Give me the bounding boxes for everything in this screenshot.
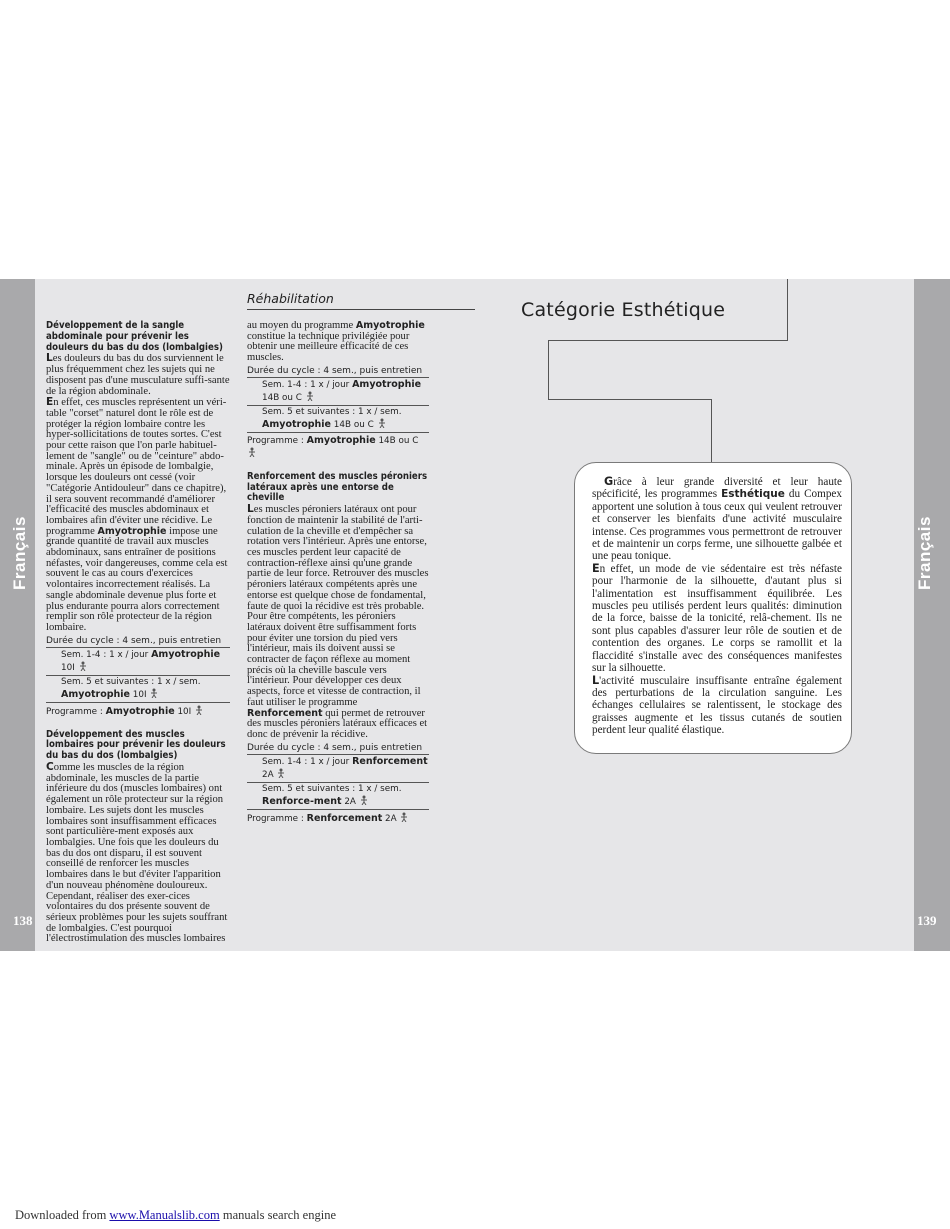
paragraph: Les muscles péroniers latéraux ont pour fonction de maintenir la stabilité de l'arti-culation de la cheville et d'empêcher sa rotation vers l'intérieur. Après une entorse, ces muscles perdent leur capacité de contraction-réflexe ainsi qu'une grande partie de leur force. Retrouver des muscles péroniers latéraux compétents après une entorse est quelque chose de fondamental, faute de quoi la récidive est très probable. Pour être compétents, les péroniers latéraux doivent être suffisamment forts pour éviter une torsion du pied vers l'intérieur, mais ils doivent aussi se contracter de façon réflexe au moment précis où la cheville bascule vers l'intérieur. Pour développer ces deux aspects, force et vitesse de contraction, il faut utiliser le programme Renforcement qui permet de retrouver des muscles péroniers latéraux efficaces et donc de prévenir la récidive. xyxy=(247,503,429,740)
paragraph: L'activité musculaire insuffisante entraîne également des perturbations de la circulation sanguine. Les échanges cellulaires se ralentissent, le stockage des graisses augmente et les tissus cutanés de soutien perdent leur qualité élastique. xyxy=(592,673,842,737)
electrode-icon xyxy=(78,661,88,671)
divider xyxy=(247,309,475,310)
connector-line xyxy=(548,399,712,400)
program-total: Programme : Renforcement 2A xyxy=(247,810,429,825)
electrode-icon xyxy=(377,418,387,428)
category-title: Catégorie Esthétique xyxy=(521,299,726,321)
section-heading: Développement de la sangle abdominale pour prévenir les douleurs du bas du dos (lombalgies) xyxy=(46,320,223,353)
table-row: Sem. 1-4 : 1 x / jour Amyotrophie 14B ou C xyxy=(262,378,422,403)
electrode-icon xyxy=(305,391,315,401)
electrode-icon xyxy=(399,812,409,822)
language-tab-left: Français xyxy=(10,516,29,590)
program-total: Programme : Amyotrophie 14B ou C xyxy=(247,433,429,460)
cycle-duration: Durée du cycle : 4 sem., puis entretien xyxy=(247,365,423,376)
left-column xyxy=(46,321,230,945)
right-margin-bar xyxy=(914,279,950,951)
section-heading: Développement des muscles lombaires pour prévenir les douleurs du bas du dos (lombalgies) xyxy=(46,728,226,762)
program-table xyxy=(247,743,429,825)
electrode-icon xyxy=(194,705,204,715)
section-title: Réhabilitation xyxy=(247,291,334,306)
page-number-right: 139 xyxy=(917,913,937,928)
table-row: Sem. 5 et suivantes : 1 x / sem. Amyotrophie 14B ou C xyxy=(247,405,429,432)
program-total: Programme : Amyotrophie 10I xyxy=(46,703,230,718)
program-table xyxy=(46,636,230,718)
connector-line xyxy=(548,340,788,341)
manualslib-link[interactable]: www.Manualslib.com xyxy=(109,1208,220,1222)
left-margin-bar xyxy=(0,279,35,951)
section-heading: Renforcement des muscles péroniers latéraux après une entorse de cheville xyxy=(247,470,428,504)
electrode-icon xyxy=(276,768,286,778)
paragraph: En effet, un mode de vie sédentaire est très néfaste pour l'harmonie de la silhouette, d'autant plus si l'alimentation est insuffisamment équilibrée. Les muscles peu utilisés perdent leurs qualités: diminution de la force, baisse de la tonicité, relâ-chement. Ils ne sont plus capables d'assurer leur rôle de soutien et de contention des organes. Le corps se ramollit et la flaccidité s'installe avec des conséquences manifestes sur la silhouette. xyxy=(592,561,842,675)
table-row: Sem. 1-4 : 1 x / jour Amyotrophie 10I xyxy=(61,648,221,673)
table-row: Sem. 1-4 : 1 x / jour Renforcement 2A xyxy=(262,755,428,780)
paragraph: Grâce à leur grande diversité et leur haute spécificité, les programmes Esthétique du Compex apportent une solution à tous ceux qui veulent retrouver et conserver les bienfaits d'une activité musculaire intense. Ces programmes vous permettront de retrouver et de maintenir un corps ferme, une silhouette galbée et une peau tonique. xyxy=(592,475,842,563)
intro-text xyxy=(592,476,842,737)
connector-line xyxy=(548,340,549,400)
cycle-duration: Durée du cycle : 4 sem., puis entretien xyxy=(46,635,222,646)
electrode-icon xyxy=(359,795,369,805)
electrode-icon xyxy=(247,447,257,457)
program-table xyxy=(247,366,429,460)
table-row: Sem. 5 et suivantes : 1 x / sem. Amyotrophie 10I xyxy=(46,675,230,702)
paragraph: au moyen du programme Amyotrophie constitue la technique privilégiée pour obtenir une meilleure efficacité de ces muscles. xyxy=(247,320,425,364)
page-number-left: 138 xyxy=(13,913,33,928)
connector-line xyxy=(711,399,712,463)
cycle-duration: Durée du cycle : 4 sem., puis entretien xyxy=(247,742,423,753)
middle-column xyxy=(247,321,429,825)
electrode-icon xyxy=(149,688,159,698)
download-footer: Downloaded from www.Manualslib.com manuals search engine xyxy=(15,1208,336,1222)
language-tab-right: Français xyxy=(915,516,934,590)
paragraph: Les douleurs du bas du dos surviennent le plus fréquemment chez les sujets qui ne disposent pas d'une musculature suffi-sante de la région abdominale. xyxy=(46,352,230,397)
table-row: Sem. 5 et suivantes : 1 x / sem. Renforce-ment 2A xyxy=(247,782,429,809)
paragraph: Comme les muscles de la région abdominale, les muscles de la partie inférieure du dos (muscles lombaires) ont également un rôle protecteur sur la région lombaire. Les sujets dont les muscles lombaires sont insuffisamment efficaces sont particulière-ment exposés aux lombalgies. Une fois que les douleurs du bas du dos ont disparu, il est souvent conseillé de renforcer les muscles lombaires dans le but d'éviter l'apparition d'un nouveau phénomène douloureux. Cependant, réaliser des exer-cices volontaires du dos présente souvent de sérieux problèmes pour les sujets souffrant de lombalgies. C'est pourquoi l'électrostimulation des muscles lombaires xyxy=(46,761,228,945)
paragraph: En effet, ces muscles représentent un véri-table "corset" naturel dont le rôle est de protéger la région lombaire contre les hyper-sollicitations de toutes sortes. C'est pour cette raison que l'on parle habituel-lement de "sangle" ou de "ceinture" abdo-minale. Après un épisode de lombalgie, lorsque les douleurs ont cessé (voir "Catégorie Antidouleur" dans ce chapitre), il sera souvent recommandé d'améliorer l'efficacité des muscles abdominaux et lombaires afin d'éviter une récidive. Le programme Amyotrophie impose une grande quantité de travail aux muscles abdominaux, sans entraîner de positions néfastes, voir dangereuses, comme cela est souvent le cas au cours d'exercices volontaires incorrectement réalisés. La sangle abdominale devenue plus forte et plus endurante pourra alors correctement remplir son rôle protecteur de la région lombaire. xyxy=(46,396,228,633)
connector-line xyxy=(787,279,788,341)
